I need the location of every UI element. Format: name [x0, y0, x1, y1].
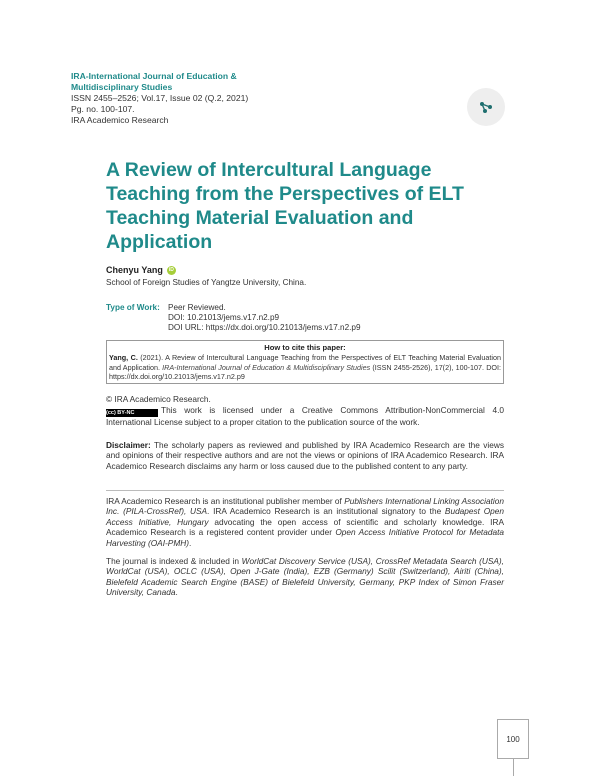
indexing-text-1: The journal is indexed & included in — [106, 556, 242, 566]
journal-name-line1: IRA-International Journal of Education & — [71, 71, 237, 81]
indexing-italic: WorldCat Discovery Service (USA), CrossRef Metadata Search (USA), WorldCat (USA), OCLC (USA), Open J-Gate (India), EZB (Germany) Scilit (Switzerland), Airiti (China), Bielefeld Academic Search Engine (BASE) of Bielefeld University, Germany, PKP Index of Simon Fraser University, Canada — [106, 556, 504, 598]
article-title: A Review of Intercultural Language Teaching from the Perspectives of ELT Teaching Material Evaluation and Application — [106, 159, 464, 253]
license-text — [106, 405, 504, 428]
publisher-name: IRA Academico Research — [71, 115, 169, 125]
membership-italic-3: Open Access Initiative Protocol for Metadata Harvesting (OAI-PMH) — [106, 527, 504, 548]
citation-text — [109, 353, 501, 382]
orcid-label: iD — [168, 267, 174, 273]
citation-part2: (ISSN 2455-2526), 17(2), 100-107. DOI: https://dx.doi.org/10.21013/jems.v17.n2.p9 — [109, 362, 501, 381]
journal-name — [71, 71, 291, 93]
type-of-work-value: Peer Reviewed. — [168, 303, 226, 312]
author-affiliation: School of Foreign Studies of Yangtze University, China. — [106, 278, 307, 287]
doi-url-link[interactable]: DOI URL: https://dx.doi.org/10.21013/jems.v17.n2.p9 — [168, 323, 361, 332]
license-statement: This work is licensed under a Creative Commons Attribution-NonCommercial 4.0 International License subject to a proper citation to the publication source of the work. — [106, 405, 504, 428]
membership-text-3: advocating the open access of scientific and scholarly knowledge. IRA Academico Research is a registered content provider under — [106, 516, 504, 538]
section-divider — [106, 490, 504, 491]
membership-italic-2: Budapest Open Access Initiative, Hungary — [106, 506, 505, 527]
page-number-box — [497, 719, 529, 759]
cc-badge-label: (cc) BY-NC — [106, 410, 135, 416]
journal-name-line2: Multidisciplinary Studies — [71, 82, 173, 92]
citation-author: Yang, C. — [109, 353, 138, 362]
citation-part1: (2021). A Review of Intercultural Language Teaching from the Perspectives of ELT Teaching Material Evaluation and Application. — [109, 353, 502, 372]
membership-text-4: . — [188, 537, 192, 548]
type-of-work-label: Type of Work: — [106, 303, 160, 312]
author-name: Chenyu Yang — [106, 265, 163, 275]
cc-license-badge[interactable] — [106, 409, 158, 417]
indexing-text-2: . — [175, 587, 178, 598]
page-range: Pg. no. 100-107. — [71, 104, 135, 114]
disclaimer-label: Disclaimer: — [106, 440, 151, 450]
copyright-line: © IRA Academico Research. — [106, 394, 211, 404]
membership-paragraph — [106, 496, 504, 548]
page-number-stem — [513, 758, 514, 776]
orcid-icon[interactable] — [167, 266, 176, 275]
membership-text-1: IRA Academico Research is an institutional publisher member of — [106, 496, 345, 506]
issn-info: ISSN 2455–2526; Vol.17, Issue 02 (Q.2, 2021) — [71, 93, 249, 103]
membership-italic-1: Publishers International Linking Association Inc. (PILA-CrossRef), USA — [106, 496, 504, 517]
page-number: 100 — [506, 734, 520, 744]
disclaimer — [106, 440, 504, 471]
share-icon — [479, 100, 493, 114]
indexing-paragraph — [106, 556, 504, 598]
membership-text-2: . IRA Academico Research is an institutional signatory to the — [207, 506, 445, 517]
author-line — [106, 265, 176, 275]
disclaimer-text: The scholarly papers as reviewed and published by IRA Academico Research are the views and opinions of their respective authors and are not the views or opinions of IRA Academico Research. IRA Academico Research disclaims any harm or loss caused due to the published content to any party. — [106, 440, 504, 471]
doi-text: DOI: 10.21013/jems.v17.n2.p9 — [168, 313, 280, 322]
citation-journal: IRA-International Journal of Education & Multidisciplinary Studies — [162, 362, 371, 372]
share-button[interactable] — [467, 88, 505, 126]
citation-heading: How to cite this paper: — [264, 343, 346, 352]
